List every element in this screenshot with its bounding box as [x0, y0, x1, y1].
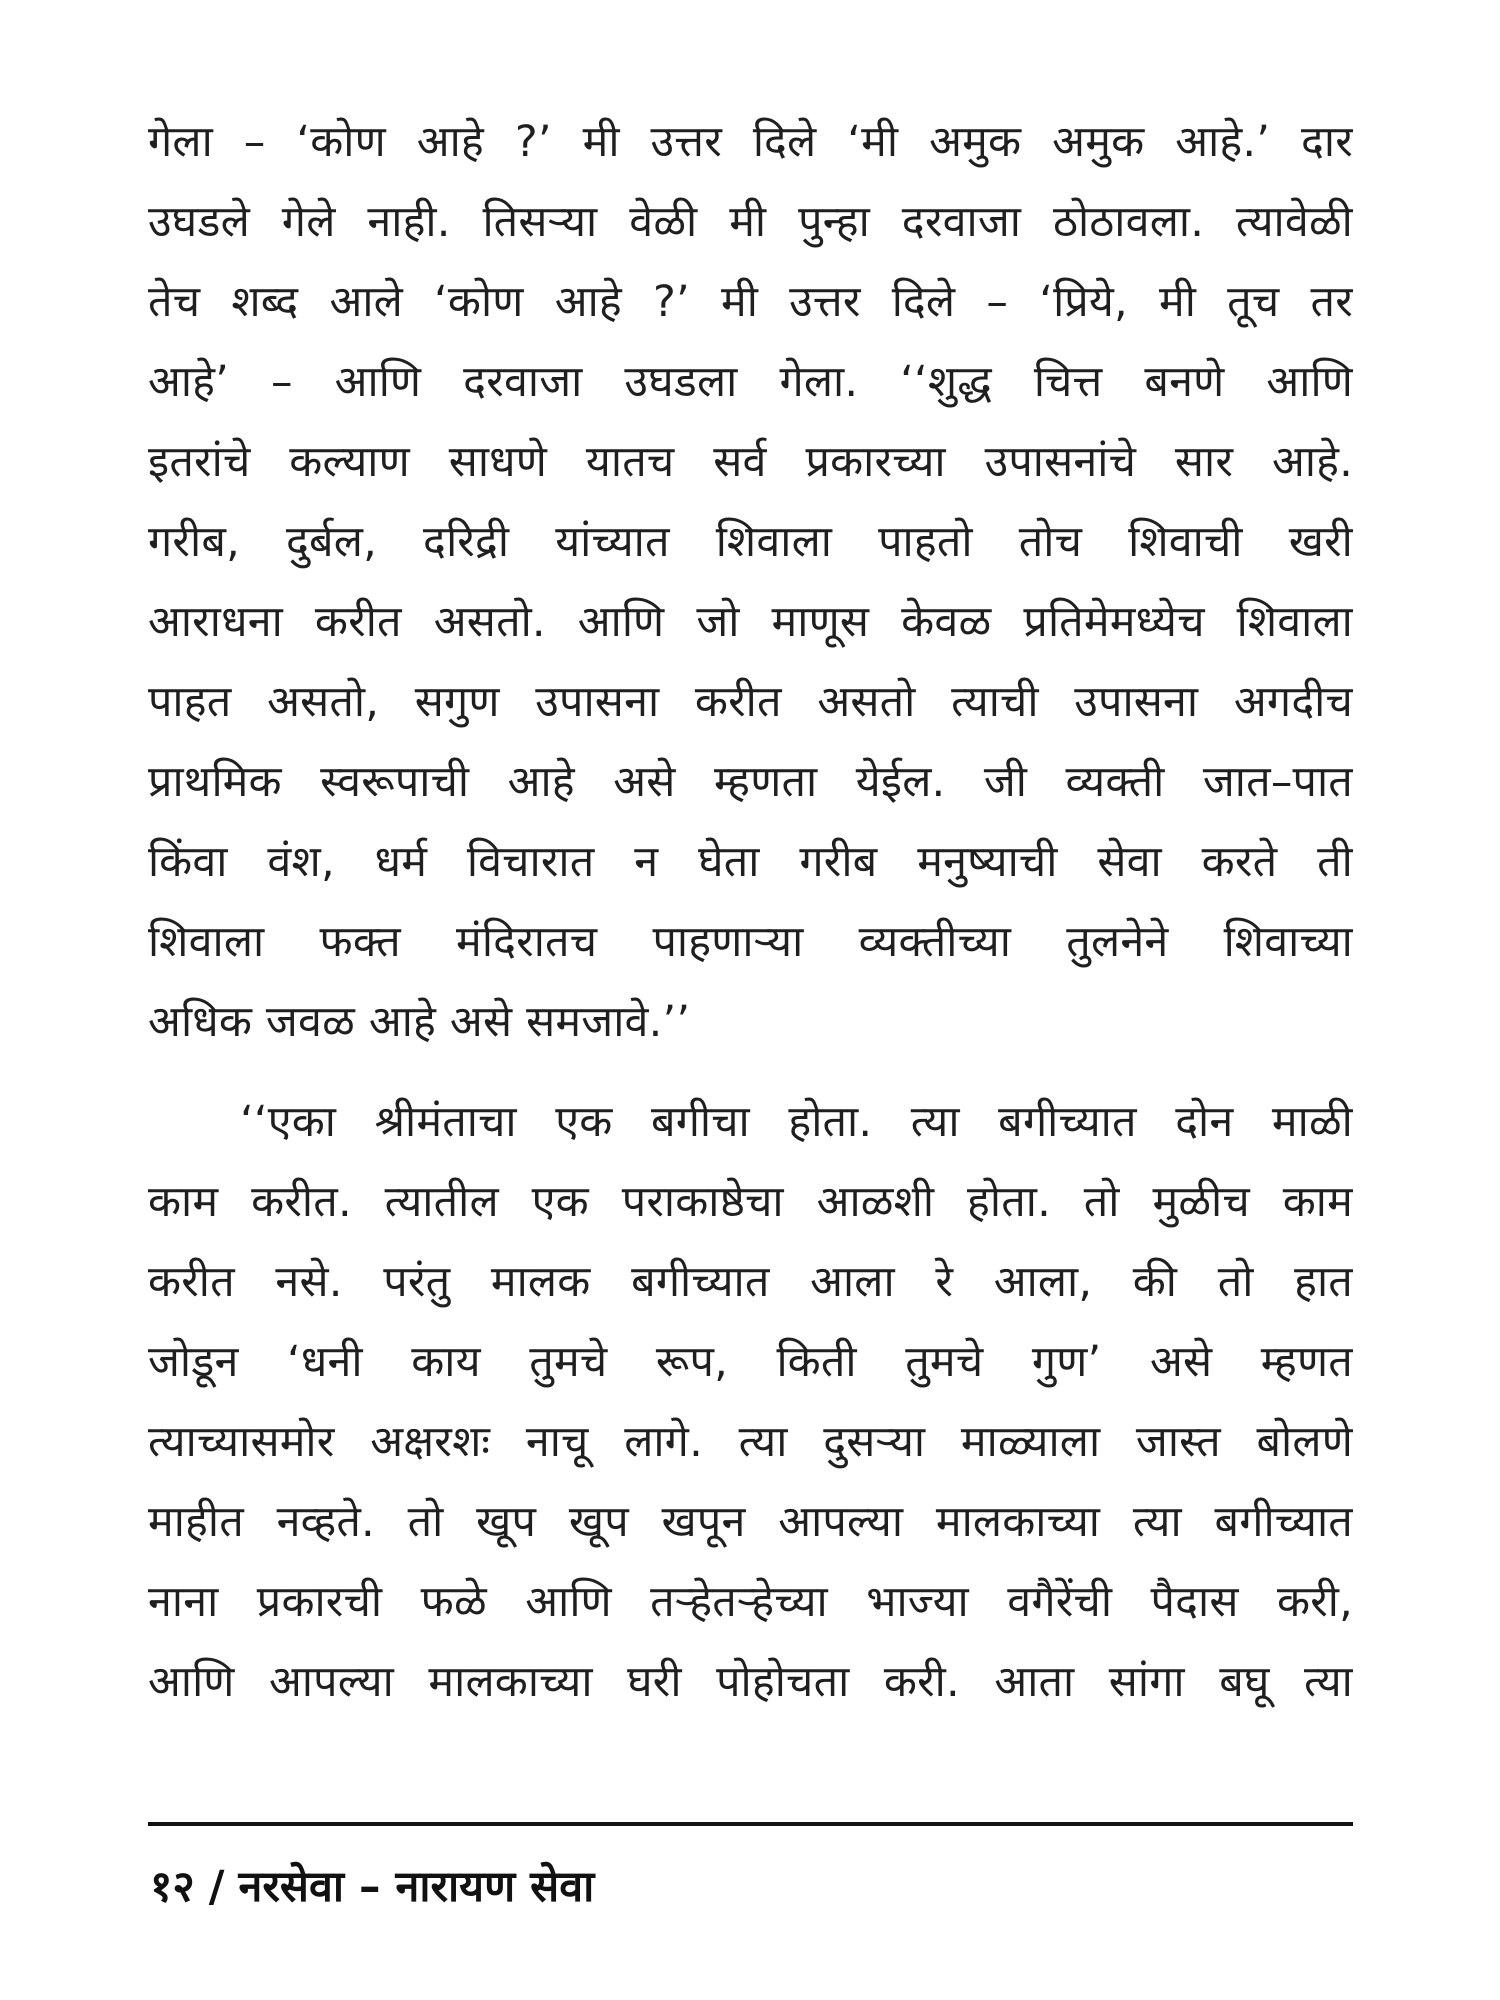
text-line-first: ‘‘एका श्रीमंताचा एक बगीचा होता. त्या बगीच्यात दोन माळी [240, 1097, 1353, 1147]
footer-separator: / [208, 1862, 225, 1912]
text-line: गरीब, दुर्बल, दरिद्री यांच्यात शिवाला पाहतो तोच शिवाची खरी [148, 517, 1353, 567]
page-footer [150, 1855, 594, 1914]
book-title: नरसेवा – नारायण सेवा [238, 1862, 595, 1912]
text-line: शिवाला फक्त मंदिरातच पाहणाऱ्या व्यक्तीच्या तुलनेने शिवाच्या [148, 917, 1353, 967]
text-line: पाहत असतो, सगुण उपासना करीत असतो त्याची उपासना अगदीच [148, 677, 1353, 727]
text-line: आराधना करीत असतो. आणि जो माणूस केवळ प्रतिमेमध्येच शिवाला [148, 597, 1353, 647]
text-line: माहीत नव्हते. तो खूप खूप खपून आपल्या मालकाच्या त्या बगीच्यात [148, 1497, 1353, 1547]
paragraph-1 [148, 102, 1353, 1062]
text-line: इतरांचे कल्याण साधणे यातच सर्व प्रकारच्या उपासनांचे सार आहे. [148, 437, 1353, 487]
paragraph-2 [148, 1082, 1353, 1722]
text-line: उघडले गेले नाही. तिसऱ्या वेळी मी पुन्हा दरवाजा ठोठावला. त्यावेळी [148, 197, 1353, 247]
text-line: करीत नसे. परंतु मालक बगीच्यात आला रे आला, की तो हात [148, 1257, 1353, 1307]
text-line: प्राथमिक स्वरूपाची आहे असे म्हणता येईल. जी व्यक्ती जात–पात [148, 757, 1353, 807]
text-line: आणि आपल्या मालकाच्या घरी पोहोचता करी. आता सांगा बघू त्या [148, 1657, 1353, 1707]
text-line: आहे’ – आणि दरवाजा उघडला गेला. ‘‘शुद्ध चित्त बनणे आणि [148, 357, 1353, 407]
text-line: किंवा वंश, धर्म विचारात न घेता गरीब मनुष्याची सेवा करते ती [148, 837, 1353, 887]
text-line: तेच शब्द आले ‘कोण आहे ?’ मी उत्तर दिले – ‘प्रिये, मी तूच तर [148, 277, 1353, 327]
page-number: १२ [150, 1862, 195, 1912]
text-line: काम करीत. त्यातील एक पराकाष्ठेचा आळशी होता. तो मुळीच काम [148, 1177, 1353, 1227]
text-line: त्याच्यासमोर अक्षरशः नाचू लागे. त्या दुसऱ्या माळ्याला जास्त बोलणे [148, 1417, 1353, 1467]
text-line: गेला – ‘कोण आहे ?’ मी उत्तर दिले ‘मी अमुक अमुक आहे.’ दार [148, 117, 1353, 167]
text-line-last: अधिक जवळ आहे असे समजावे.’’ [148, 997, 691, 1047]
text-line: नाना प्रकारची फळे आणि तऱ्हेतऱ्हेच्या भाज्या वगैरेंची पैदास करी, [148, 1577, 1353, 1627]
text-line: जोडून ‘धनी काय तुमचे रूप, किती तुमचे गुण’ असे म्हणत [148, 1337, 1353, 1387]
footer-divider [148, 1822, 1353, 1826]
